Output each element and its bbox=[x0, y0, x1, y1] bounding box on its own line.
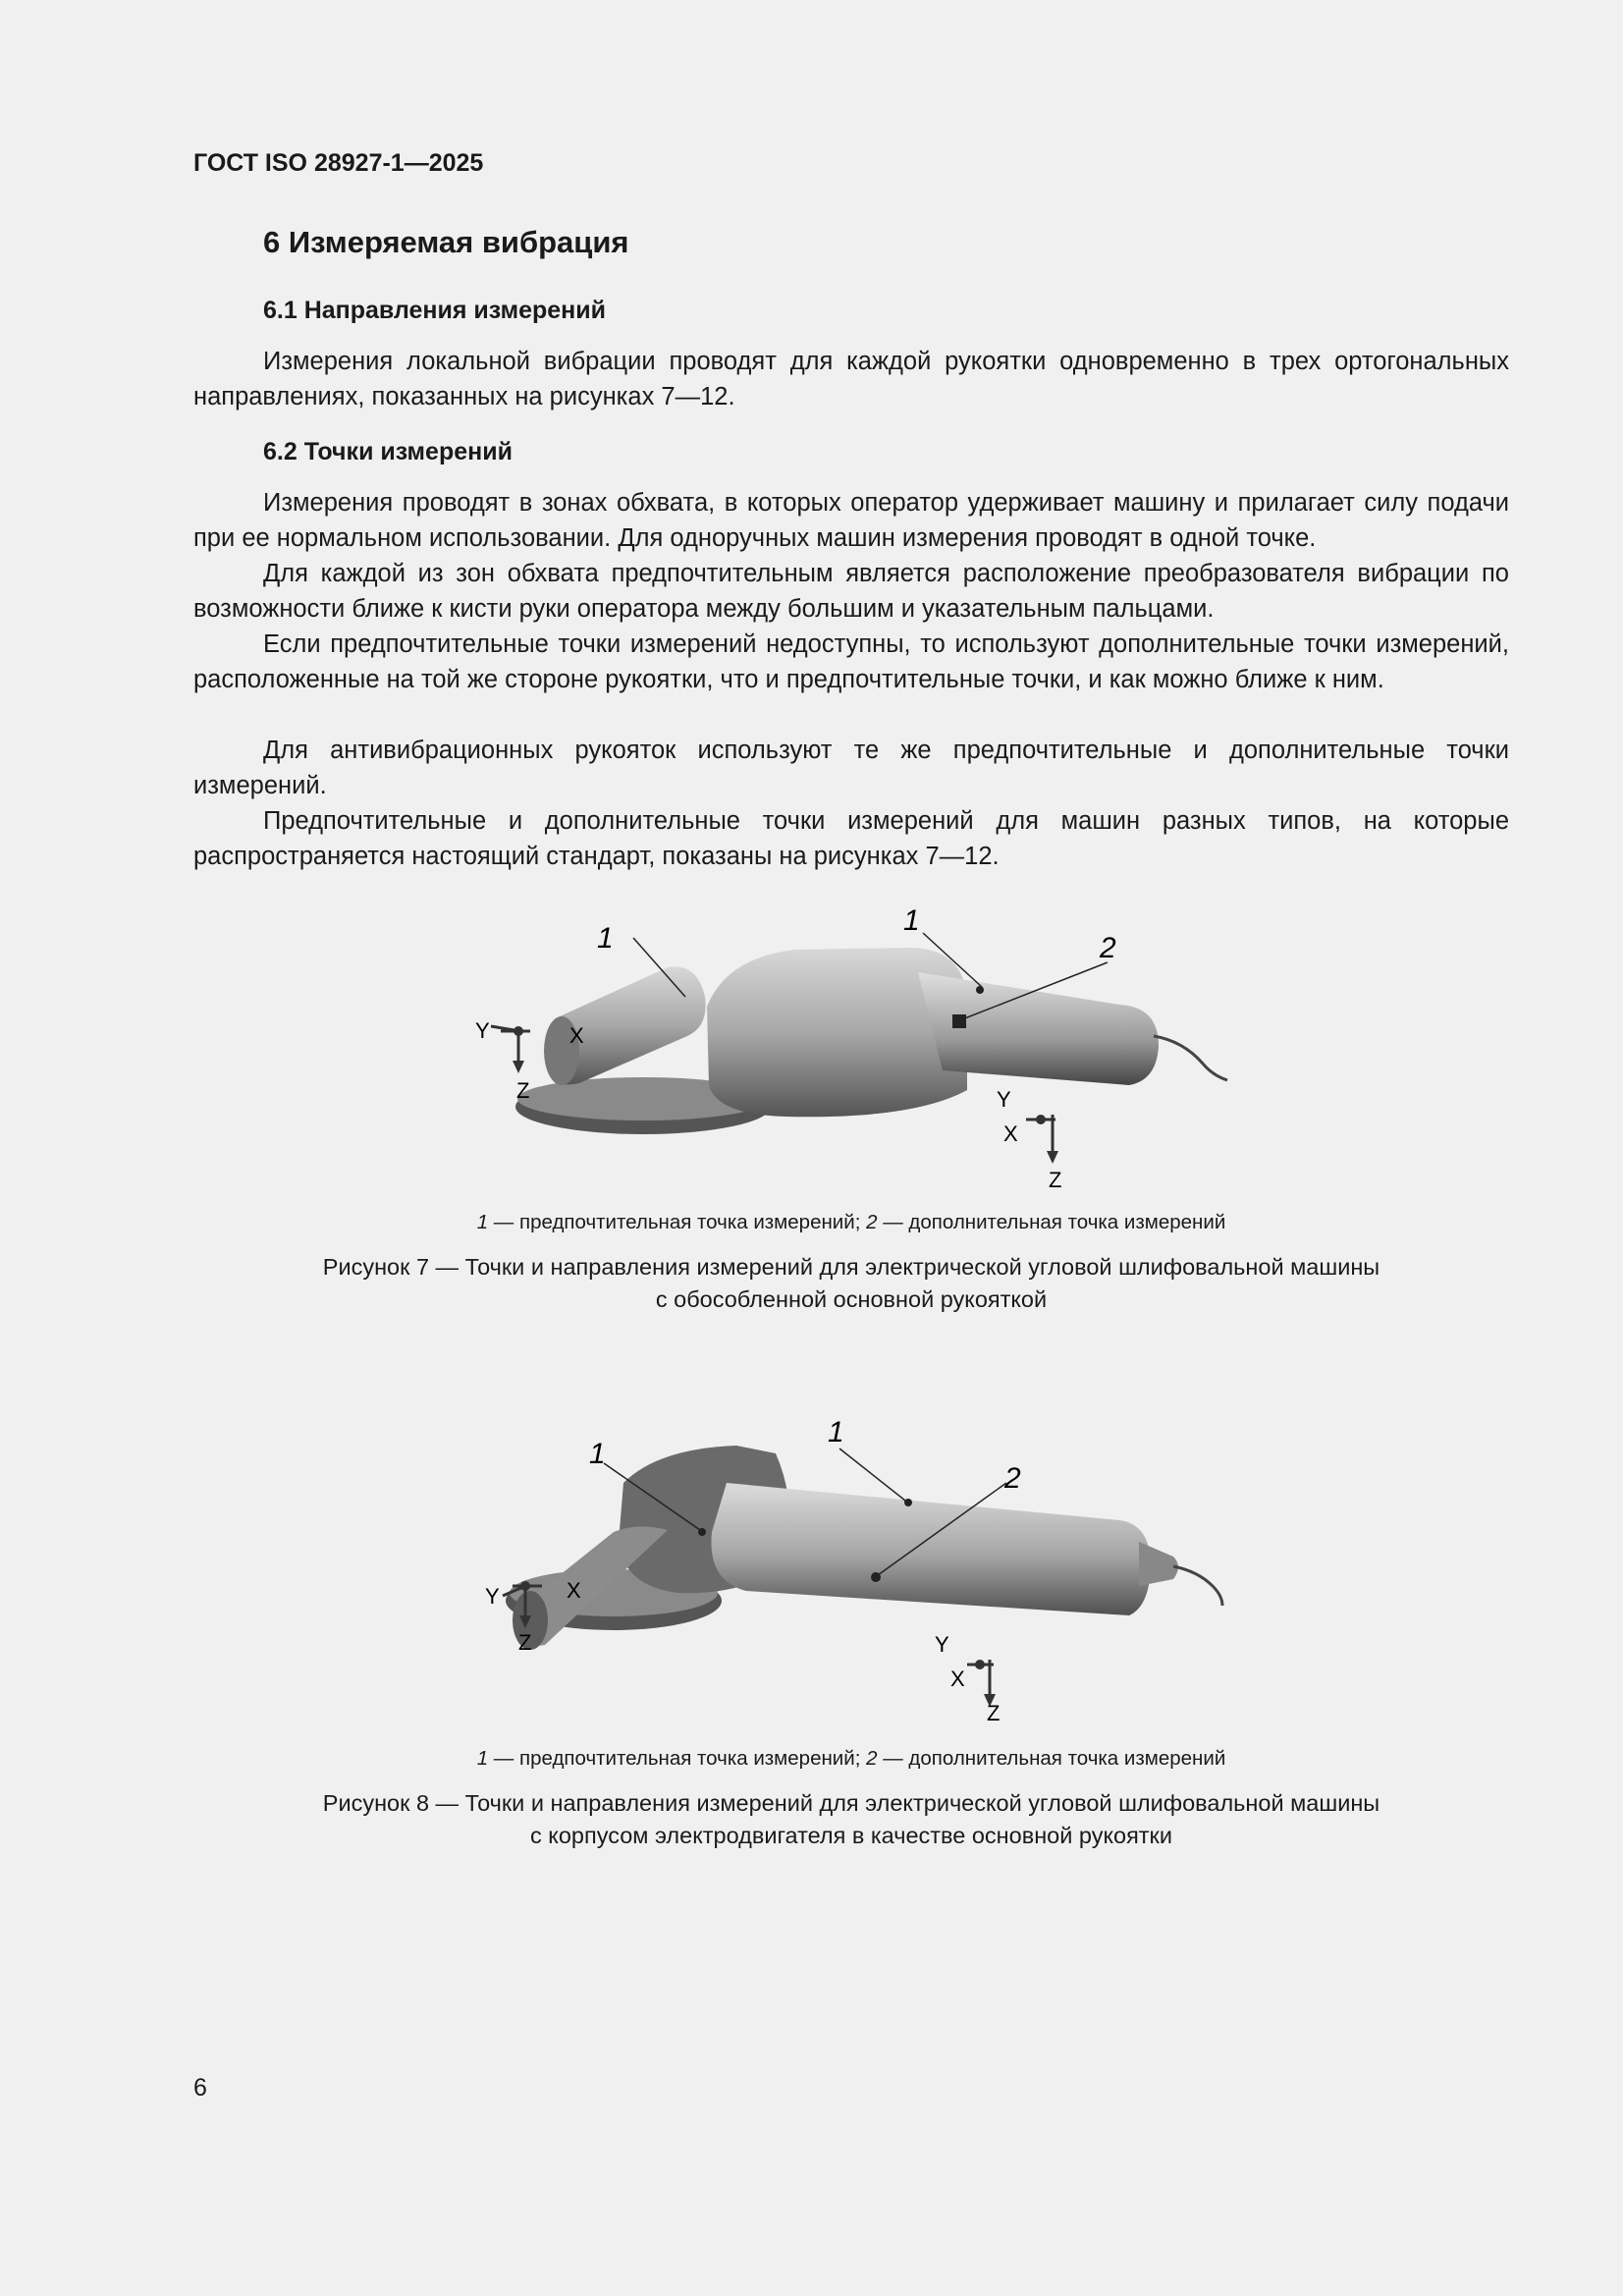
subsection-title-6-1: 6.1 Направления измерений bbox=[263, 297, 607, 324]
leader-line bbox=[839, 1449, 905, 1501]
figure-caption: Рисунок 8 — Точки и направления измерений для электрической угловой шлифовальной машины с корпусом электродвигателя в качестве основной рукоятки bbox=[322, 1790, 1380, 1848]
figure-caption: Рисунок 7 — Точки и направления измерений для электрической угловой шлифовальной машины с обособленной основной рукояткой bbox=[322, 1254, 1380, 1312]
axis-label-z: Z bbox=[516, 1078, 530, 1103]
paragraph: Для антивибрационных рукояток используют те же предпочтительные и дополнительные точки измерений. bbox=[193, 737, 1509, 799]
section-title: 6 Измеряемая вибрация bbox=[263, 225, 629, 259]
point-label-1: 1 bbox=[903, 904, 920, 937]
point-label-1: 1 bbox=[597, 922, 614, 955]
figure-7-grinder-illustration bbox=[452, 889, 1237, 1203]
axis-label-z: Z bbox=[518, 1630, 532, 1655]
axis-label-y: Y bbox=[475, 1018, 490, 1043]
paragraph: Измерения локальной вибрации проводят для каждой рукоятки одновременно в трех ортогональных направлениях, показанных на рисунках 7—12. bbox=[193, 348, 1509, 410]
axis-label-y: Y bbox=[485, 1584, 500, 1609]
axis-label-x: X bbox=[569, 1023, 584, 1048]
subsection-title-6-2: 6.2 Точки измерений bbox=[263, 438, 513, 465]
axis-label-x: X bbox=[567, 1578, 581, 1603]
figure-legend: 1 — предпочтительная точка измерений; 2 — дополнительная точка измерений bbox=[476, 1211, 1226, 1233]
axis-label-z: Z bbox=[987, 1701, 1001, 1725]
paragraph: Если предпочтительные точки измерений недоступны, то используют дополнительные точки измерений, расположенные на той же стороне рукоятки, что и предпочтительные точки, и как можно ближе к ним. bbox=[193, 630, 1509, 693]
figure-8-grinder-illustration bbox=[452, 1404, 1237, 1738]
figure-legend: 1 — предпочтительная точка измерений; 2 — дополнительная точка измерений bbox=[476, 1747, 1226, 1770]
page-number: 6 bbox=[193, 2074, 207, 2102]
grinder-drawing bbox=[515, 948, 1227, 1134]
point-label-1: 1 bbox=[828, 1416, 844, 1449]
axis-label-x: X bbox=[1003, 1121, 1018, 1146]
axis-triad-right bbox=[935, 1632, 1000, 1725]
point-label-2: 2 bbox=[1100, 932, 1116, 964]
axis-label-z: Z bbox=[1049, 1168, 1062, 1192]
paragraph: Измерения проводят в зонах обхвата, в которых оператор удерживает машину и прилагает силу подачи при ее нормальном использовании. Для одноручных машин измерения проводят в одной точке. bbox=[193, 489, 1509, 552]
axis-label-y: Y bbox=[935, 1632, 949, 1657]
axis-triad-right bbox=[997, 1087, 1061, 1192]
point-label-2: 2 bbox=[1004, 1462, 1021, 1495]
point-label-1: 1 bbox=[589, 1438, 606, 1470]
paragraph: Предпочтительные и дополнительные точки измерений для машин разных типов, на которые распространяется настоящий стандарт, показаны на рисунках 7—12. bbox=[193, 807, 1509, 870]
document-header: ГОСТ ISO 28927-1—2025 bbox=[193, 149, 484, 177]
axis-label-x: X bbox=[950, 1667, 965, 1691]
paragraph: Для каждой из зон обхвата предпочтительным является расположение преобразователя вибрации по возможности ближе к кисти руки оператора между большим и указательным пальцами. bbox=[193, 560, 1509, 623]
axis-label-y: Y bbox=[997, 1087, 1011, 1112]
grinder-drawing bbox=[506, 1446, 1222, 1650]
